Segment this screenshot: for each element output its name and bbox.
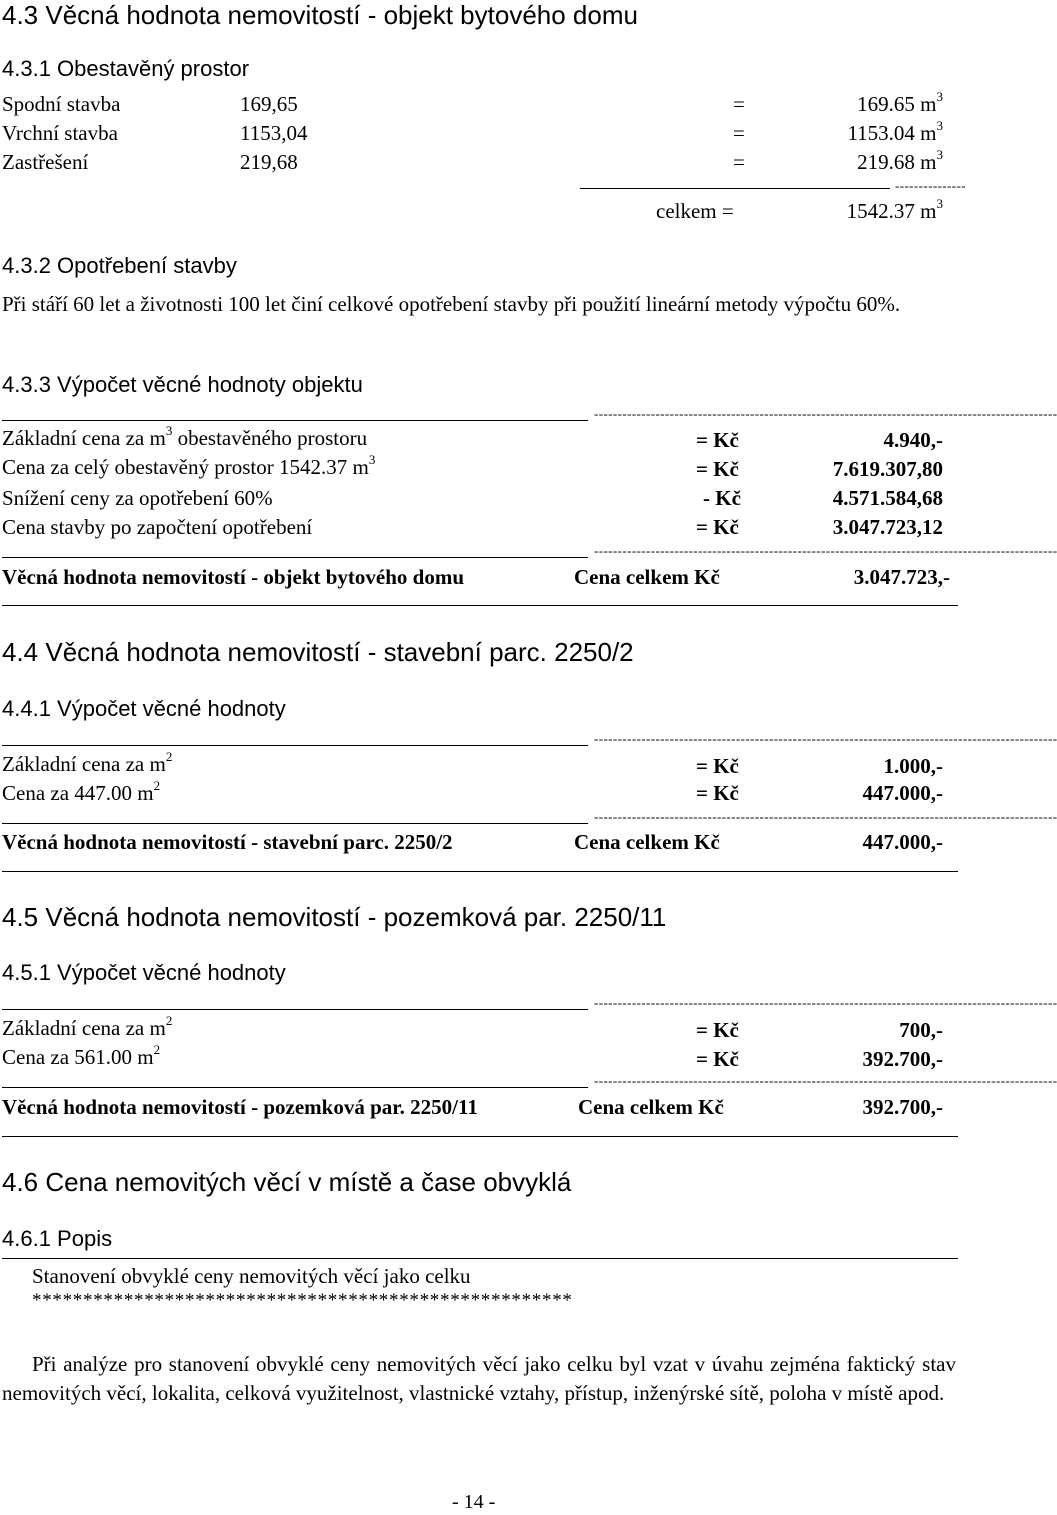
row-label: Vrchní stavba <box>2 121 118 145</box>
calc-operator: = Kč <box>696 754 739 778</box>
calc-operator: = Kč <box>696 457 739 481</box>
calc-label: Cena za 447.00 $m^2$ <box>2 778 161 805</box>
page-number: - 14 - <box>452 1491 496 1513</box>
calc-operator: = Kč <box>696 428 739 452</box>
final-value: 447.000,- <box>862 830 943 854</box>
separator-line <box>580 188 890 189</box>
description-heading: Stanovení obvyklé ceny nemovitých věcí jako celku <box>32 1264 471 1288</box>
section-bottom-line <box>2 871 958 872</box>
calc-label: Snížení ceny za opotřebení 60% <box>2 486 273 510</box>
separator-line <box>2 1258 958 1259</box>
final-operator: Cena celkem Kč <box>578 1095 724 1119</box>
final-value: 392.700,- <box>862 1095 943 1119</box>
dash-separator: -------------------------------------------------------------------------------------------------- <box>594 995 1057 1010</box>
asterisk-separator: ***************************************************** <box>32 1290 573 1311</box>
total-value: 1542.37 $m^3$ <box>846 196 943 223</box>
section-bottom-line <box>2 1136 958 1137</box>
final-operator: Cena celkem Kč <box>574 565 720 589</box>
calc-operator: = Kč <box>696 1047 739 1071</box>
subsection-4-6-1-title: 4.6.1 Popis <box>2 1226 113 1251</box>
row-equals: = <box>733 92 745 116</box>
separator-line <box>2 1087 588 1088</box>
final-label: Věcná hodnota nemovitostí - pozemková par. 2250/11 <box>2 1095 478 1119</box>
final-operator: Cena celkem Kč <box>574 830 720 854</box>
wear-paragraph: Při stáří 60 let a životnosti 100 let činí celkové opotřebení stavby při použití lineární metody výpočtu 60%. <box>2 292 901 316</box>
final-value: 3.047.723,- <box>853 565 950 589</box>
subsection-4-3-2-title: 4.3.2 Opotřebení stavby <box>2 253 237 278</box>
dash-separator: -------------------------------------------------------------------------------------------------- <box>594 731 1057 746</box>
row-result: 1153.04 $m^3$ <box>847 118 943 145</box>
separator-line <box>2 1009 588 1010</box>
calc-label: Cena za 561.00 $m^2$ <box>2 1042 161 1069</box>
dash-separator: --------------- <box>895 178 966 193</box>
calc-value: 700,- <box>899 1018 943 1042</box>
calc-label: Cena za celý obestavěný prostor 1542.37 $m^3$ <box>2 452 376 479</box>
row-equals: = <box>733 150 745 174</box>
row-label: Spodní stavba <box>2 92 121 116</box>
calc-operator: = Kč <box>696 1018 739 1042</box>
analysis-paragraph: Při analýze pro stanovení obvyklé ceny nemovitých věcí jako celku byl vzat v úvahu zejména faktický stav nemovitých věcí, lokalita, celková využitelnost, vlastnické vztahy, přístup, inženýrské sítě, poloha v místě apod. <box>2 1352 956 1405</box>
final-label: Věcná hodnota nemovitostí - objekt bytového domu <box>2 565 465 589</box>
section-4-3-title: 4.3 Věcná hodnota nemovitostí - objekt bytového domu <box>2 0 638 30</box>
calc-label: Základní cena za $m^3$ obestavěného prostoru <box>2 423 368 450</box>
separator-line <box>2 557 588 558</box>
row-equals: = <box>733 121 745 145</box>
calc-label: Základní cena za $m^2$ <box>2 1013 173 1040</box>
calc-operator: = Kč <box>696 781 739 805</box>
section-bottom-line <box>2 605 958 606</box>
subsection-4-3-3-title: 4.3.3 Výpočet věcné hodnoty objektu <box>2 372 363 397</box>
calc-value: 7.619.307,80 <box>832 457 943 481</box>
calc-value: 4.571.584,68 <box>832 486 943 510</box>
row-value: 219,68 <box>240 150 298 174</box>
dash-separator: -------------------------------------------------------------------------------------------------- <box>594 406 1057 421</box>
subsection-4-4-1-title: 4.4.1 Výpočet věcné hodnoty <box>2 696 286 721</box>
subsection-4-5-1-title: 4.5.1 Výpočet věcné hodnoty <box>2 960 286 985</box>
section-4-5-title: 4.5 Věcná hodnota nemovitostí - pozemková par. 2250/11 <box>2 902 667 932</box>
calc-label: Základní cena za $m^2$ <box>2 749 173 776</box>
separator-line <box>2 823 588 824</box>
row-value: 1153,04 <box>240 121 308 145</box>
section-4-6-title: 4.6 Cena nemovitých věcí v místě a čase obvyklá <box>2 1167 572 1197</box>
subsection-4-3-1-title: 4.3.1 Obestavěný prostor <box>2 56 250 81</box>
calc-operator: - Kč <box>703 486 741 510</box>
separator-line <box>2 745 588 746</box>
dash-separator: -------------------------------------------------------------------------------------------------- <box>594 809 1057 824</box>
dash-separator: -------------------------------------------------------------------------------------------------- <box>594 1073 1057 1088</box>
calc-value: 447.000,- <box>862 781 943 805</box>
calc-value: 3.047.723,12 <box>832 515 943 539</box>
final-label: Věcná hodnota nemovitostí - stavební parc. 2250/2 <box>2 830 453 854</box>
dash-separator: -------------------------------------------------------------------------------------------------- <box>594 543 1057 558</box>
separator-line <box>2 420 588 421</box>
row-result: 219.68 $m^3$ <box>857 147 943 174</box>
row-label: Zastřešení <box>2 150 89 174</box>
total-label: celkem = <box>656 199 734 223</box>
calc-value: 4.940,- <box>883 428 943 452</box>
section-4-4-title: 4.4 Věcná hodnota nemovitostí - stavební parc. 2250/2 <box>2 637 634 667</box>
calc-value: 392.700,- <box>862 1047 943 1071</box>
row-result: 169.65 $m^3$ <box>857 89 943 116</box>
calc-value: 1.000,- <box>883 754 943 778</box>
calc-operator: = Kč <box>696 515 739 539</box>
row-value: 169,65 <box>240 92 298 116</box>
calc-label: Cena stavby po započtení opotřebení <box>2 515 313 539</box>
